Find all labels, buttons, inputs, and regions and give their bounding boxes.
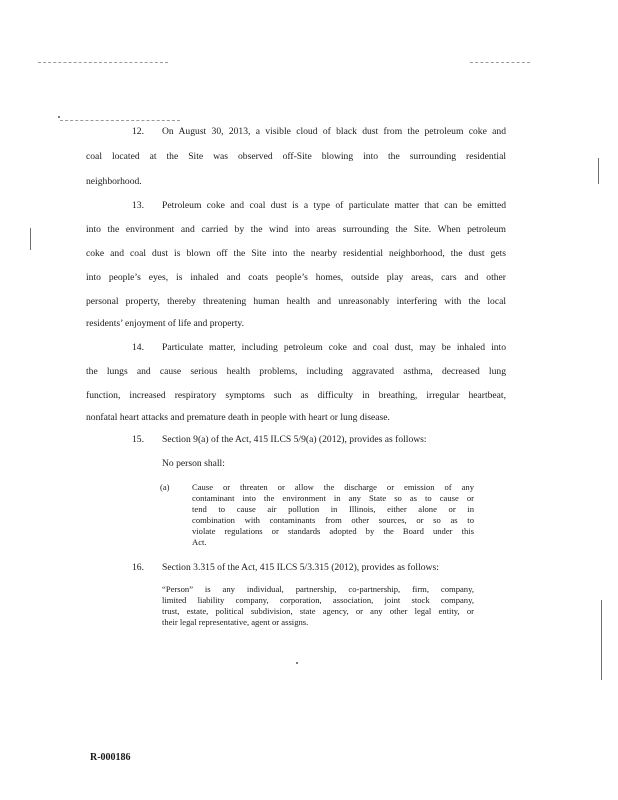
- quote-item-marker: (a): [160, 482, 170, 492]
- scan-artifact-top-right: [470, 62, 530, 63]
- scan-artifact-header: [60, 120, 180, 121]
- paragraph-13-line: coke and coal dust is blown off the Site into the nearby residential neighborhood, the dust gets: [86, 248, 506, 259]
- paragraph-number-14: 14.: [132, 342, 144, 353]
- scan-speck: [296, 662, 298, 664]
- quote-line: “Person” is any individual, partnership, co-partnership, firm, company,: [162, 584, 474, 594]
- scan-speck: [58, 116, 60, 118]
- paragraph-number-13: 13.: [132, 200, 144, 211]
- scan-artifact-top: [38, 62, 168, 63]
- quote-line: Act.: [192, 537, 207, 547]
- scan-margin-bar: [601, 600, 602, 680]
- paragraph-12-line: coal located at the Site was observed off-Site blowing into the surrounding residential: [86, 151, 506, 162]
- quote-line: trust, estate, political subdivision, state agency, or any other legal entity, or: [162, 606, 474, 616]
- paragraph-14-line: Particulate matter, including petroleum coke and coal dust, may be inhaled into: [162, 342, 506, 353]
- scan-margin-bar-left: [30, 228, 31, 250]
- paragraph-13-line: residents’ enjoyment of life and property.: [86, 318, 244, 329]
- paragraph-13-line: personal property, thereby threatening human health and unreasonably interfering with the local: [86, 296, 506, 307]
- quote-line: Cause or threaten or allow the discharge or emission of any: [192, 482, 474, 492]
- scan-margin-bar: [598, 158, 599, 184]
- paragraph-number-16: 16.: [132, 562, 144, 573]
- paragraph-16-lead: Section 3.315 of the Act, 415 ILCS 5/3.315 (2012), provides as follows:: [162, 562, 439, 573]
- quote-line: contaminant into the environment in any State so as to cause or: [192, 493, 474, 503]
- paragraph-15-lead: Section 9(a) of the Act, 415 ILCS 5/9(a) (2012), provides as follows:: [162, 434, 427, 445]
- paragraph-number-15: 15.: [132, 434, 144, 445]
- quote-line: combination with contaminants from other sources, or so as to: [192, 515, 474, 525]
- quote-line: their legal representative, agent or assigns.: [162, 617, 309, 627]
- paragraph-13-line: Petroleum coke and coal dust is a type of particulate matter that can be emitted: [162, 200, 506, 211]
- paragraph-14-line: nonfatal heart attacks and premature death in people with heart or lung disease.: [86, 412, 390, 423]
- quote-line: violate regulations or standards adopted by the Board under this: [192, 526, 474, 536]
- paragraph-12-line: neighborhood.: [86, 176, 142, 187]
- paragraph-number-12: 12.: [132, 126, 144, 137]
- bates-number: R-000186: [90, 752, 131, 763]
- paragraph-15-intro: No person shall:: [162, 458, 225, 469]
- paragraph-13-line: into the environment and carried by the wind into areas surrounding the Site. When petroleum: [86, 224, 506, 235]
- quote-line: tend to cause air pollution in Illinois, either alone or in: [192, 504, 474, 514]
- paragraph-12-line: On August 30, 2013, a visible cloud of black dust from the petroleum coke and: [162, 126, 506, 137]
- paragraph-14-line: the lungs and cause serious health problems, including aggravated asthma, decreased lung: [86, 366, 506, 377]
- quote-line: limited liability company, corporation, association, joint stock company,: [162, 595, 474, 605]
- paragraph-13-line: into people’s eyes, is inhaled and coats people’s homes, outside play areas, cars and other: [86, 272, 506, 283]
- paragraph-14-line: function, increased respiratory symptoms such as difficulty in breathing, irregular heartbeat,: [86, 390, 506, 401]
